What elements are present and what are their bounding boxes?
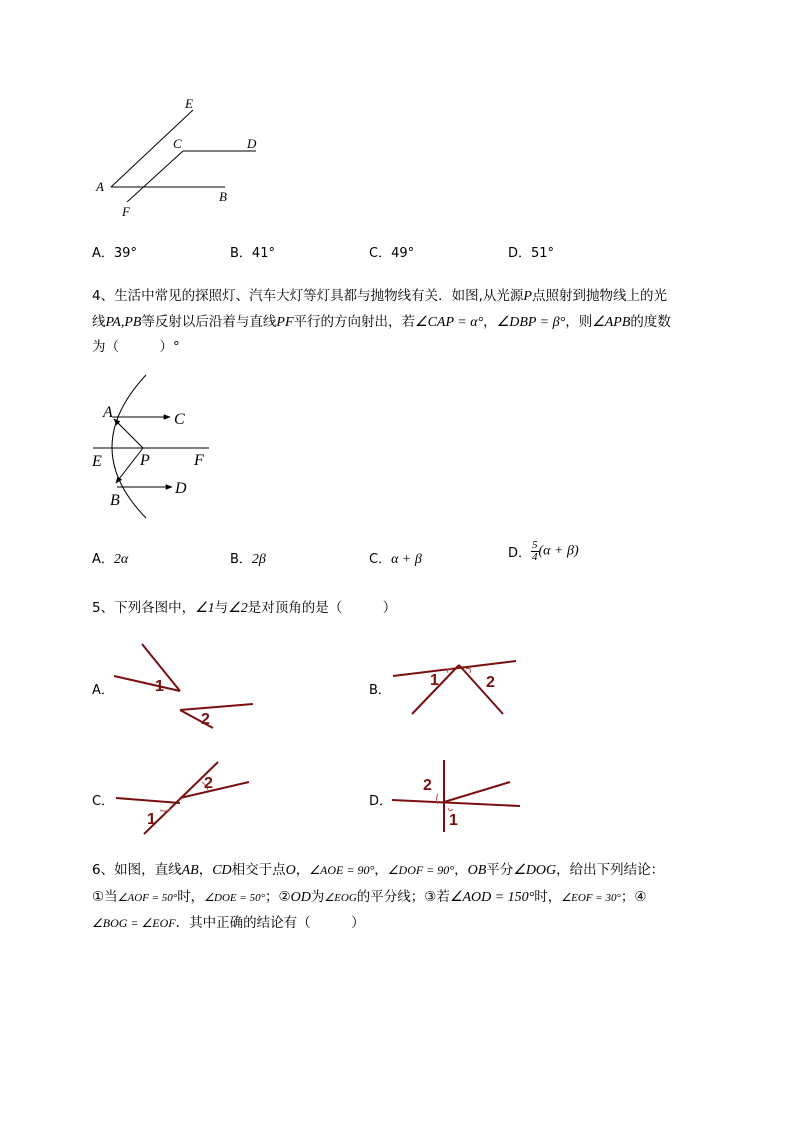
q5-figure-c — [112, 758, 257, 836]
ray-pb — [116, 448, 143, 483]
angle-2-label: 2 — [423, 777, 432, 794]
label-f: F — [194, 452, 204, 469]
angle-2-label: 2 — [486, 674, 495, 691]
q5-figure-d — [390, 758, 525, 834]
label-f: F — [122, 204, 130, 219]
figure-parabola — [88, 372, 218, 520]
q4-option-b[interactable]: B．2β — [230, 552, 266, 567]
q6-stem-line2: ①当∠AOF = 50°时，∠DOE = 50°；②OD为∠EOG的平分线；③若∠AOD = 150°时，∠EOF = 30°；④ — [92, 889, 647, 905]
q5-figure-a — [112, 640, 257, 732]
ray — [392, 800, 520, 806]
line-fc — [127, 151, 183, 202]
label-b: B — [110, 492, 120, 509]
q5-figure-b — [390, 655, 520, 717]
ray-pa — [114, 419, 143, 448]
fraction: $\frac{5}{4}$ — [532, 539, 538, 563]
q4-option-d[interactable]: D． $\frac{5}{4}$ (α + β) — [508, 539, 579, 563]
q5-option-b-label[interactable]: B． — [369, 683, 391, 698]
q5-option-c-label[interactable]: C． — [92, 794, 115, 809]
label-d: D — [247, 136, 257, 151]
ray — [444, 782, 510, 802]
q4-stem-line2: 线PA,PB等反射以后沿着与直线PF平行的方向射出，若∠CAP = α°，∠DBP = β°，则∠APB的度数 — [92, 314, 671, 330]
q4-stem-line1: 4、生活中常见的探照灯、汽车大灯等灯具都与抛物线有关．如图,从光源P点照射到抛物线上的光 — [92, 288, 667, 304]
angle-1-label: 1 — [155, 678, 164, 695]
q3-option-a[interactable]: A．39° — [92, 246, 137, 261]
angle-1-label: 1 — [449, 812, 458, 829]
angle-1-label: 1 — [147, 811, 156, 828]
label-a: A — [103, 404, 113, 421]
figure-parallel-lines — [90, 95, 270, 225]
label-e: E — [92, 453, 102, 470]
angle-2-label: 2 — [204, 775, 213, 792]
label-c: C — [173, 136, 182, 151]
q5-option-a-label[interactable]: A． — [92, 683, 114, 698]
q4-option-a[interactable]: A．2α — [92, 552, 129, 567]
q3-option-c[interactable]: C．49° — [369, 246, 415, 261]
label-b: B — [219, 189, 227, 204]
label-e: E — [185, 96, 193, 111]
ray — [180, 704, 253, 710]
angle-2-label: 2 — [201, 711, 210, 728]
q5-stem: 5、下列各图中，∠1与∠2是对顶角的是（ ） — [92, 600, 397, 616]
q4-option-c[interactable]: C．α + β — [369, 552, 422, 567]
q3-option-b[interactable]: B．41° — [230, 246, 275, 261]
label-c: C — [174, 411, 185, 428]
ray — [459, 665, 503, 714]
angle-arc — [448, 808, 453, 811]
label-a: A — [96, 179, 104, 194]
label-p: P — [140, 452, 150, 469]
q5-option-d-label[interactable]: D． — [369, 794, 393, 809]
q6-stem-line1: 6、如图，直线AB，CD相交于点O，∠AOE = 90°，∠DOF = 90°，OB平分∠DOG，给出下列结论： — [92, 862, 665, 878]
label-d: D — [175, 480, 187, 497]
q4-stem-line3: 为（ ）° — [92, 339, 180, 355]
ray — [116, 798, 180, 803]
q6-stem-line3: ∠BOG = ∠EOF．其中正确的结论有（ ） — [92, 915, 365, 931]
q3-option-d[interactable]: D．51° — [508, 246, 555, 261]
angle-1-label: 1 — [430, 672, 439, 689]
